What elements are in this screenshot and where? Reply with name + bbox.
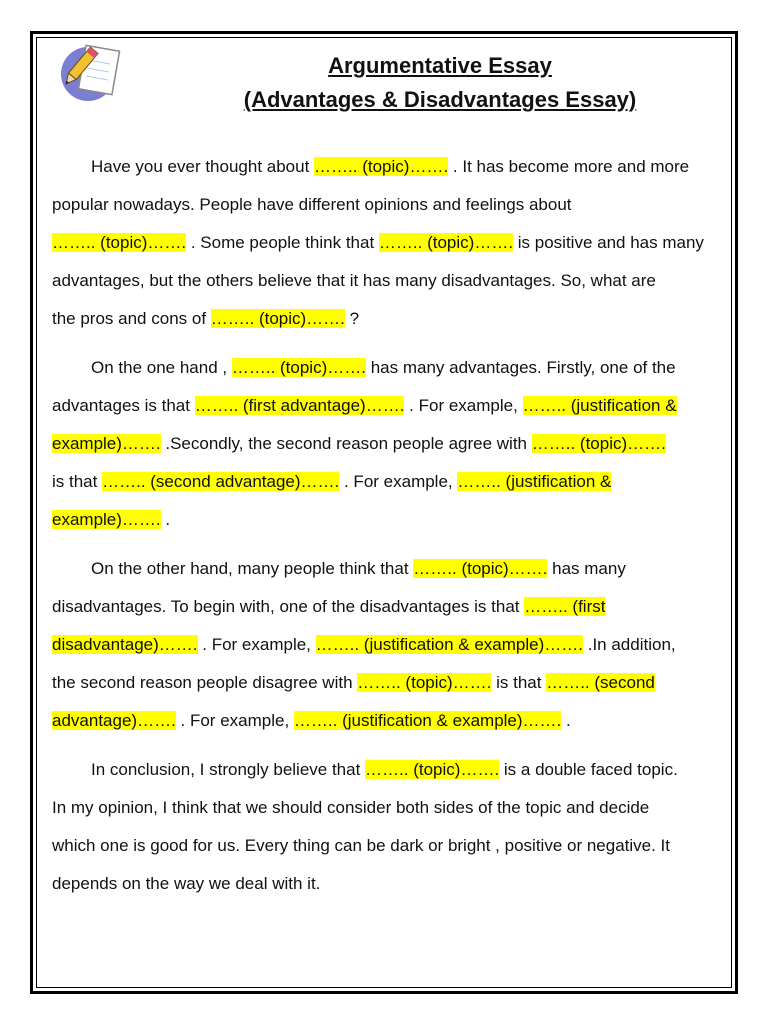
paragraph-1 [52,150,728,340]
text-line [52,389,728,427]
text-segment: has many advantages. Firstly, one of the [365,358,676,377]
placeholder-highlight: example)……. [52,510,161,529]
placeholder-highlight: …….. (topic)……. [314,157,449,176]
placeholder-highlight: …….. (first [524,597,606,616]
text-segment: On the other hand, many people think that [91,559,414,578]
text-segment: depends on the way we deal with it. [52,874,321,893]
text-segment: In my opinion, I think that we should consider both sides of the topic and decide [52,798,650,817]
text-line [52,351,728,389]
text-segment: advantages is that [52,396,195,415]
text-segment: . [160,510,171,529]
text-line [52,150,728,188]
text-segment: . [561,711,571,730]
essay-subtitle: (Advantages & Disadvantages Essay) [243,87,637,112]
pencil-and-paper-icon [56,40,122,104]
text-line [52,590,728,628]
placeholder-highlight: …….. (justification & example)……. [293,711,562,730]
placeholder-highlight: …….. (topic)……. [531,434,666,453]
text-line [52,188,728,226]
placeholder-highlight: …….. (justification & [457,472,612,491]
text-line [52,829,728,867]
text-segment: . For example, [404,396,523,415]
text-line [52,503,728,541]
essay-body [52,150,728,905]
paragraph-gap [52,541,728,552]
text-segment: has many [547,559,626,578]
placeholder-highlight: …….. (topic)……. [357,673,492,692]
placeholder-highlight: example)……. [52,434,161,453]
placeholder-highlight: …….. (second advantage)……. [102,472,340,491]
text-line [52,628,728,666]
text-segment: Have you ever thought about [91,157,315,176]
paragraph-gap [52,742,728,753]
text-segment: which one is good for us. Every thing can be dark or bright , positive or negative. It [52,836,671,855]
text-line [52,302,728,340]
text-line [52,704,728,742]
text-segment: In conclusion, I strongly believe that [91,760,366,779]
placeholder-highlight: …….. (justification & example)……. [315,635,583,654]
text-segment: the second reason people disagree with [52,673,358,692]
placeholder-highlight: disadvantage)……. [52,635,198,654]
placeholder-highlight: …….. (first advantage)……. [194,396,405,415]
placeholder-highlight: …….. (topic)……. [231,358,366,377]
text-line [52,791,728,829]
placeholder-highlight: …….. (topic)……. [52,233,187,252]
text-segment: is that [52,472,103,491]
text-segment: is a double faced topic. [499,760,678,779]
essay-title: Argumentative Essay [328,53,552,78]
text-line [52,867,728,905]
text-segment: . Some people think that [186,233,379,252]
text-segment: ? [344,309,360,328]
paragraph-3 [52,552,728,742]
text-segment: is that [491,673,547,692]
text-segment: . For example, [197,635,316,654]
placeholder-highlight: …….. (topic)……. [378,233,514,252]
text-segment: popular nowadays. People have different opinions and feelings about [52,195,572,214]
placeholder-highlight: …….. (topic)……. [413,559,548,578]
text-line [52,427,728,465]
text-line [52,666,728,704]
placeholder-highlight: …….. (second [546,673,655,692]
text-line [52,465,728,503]
text-segment: advantages, but the others believe that it has many disadvantages. So, what are [52,271,656,290]
placeholder-highlight: …….. (topic)……. [365,760,500,779]
text-segment: . It has become more and more [448,157,690,176]
text-segment: On the one hand , [91,358,232,377]
text-segment: is positive and has many [513,233,704,252]
text-segment: . For example, [175,711,294,730]
placeholder-highlight: …….. (justification & [522,396,677,415]
text-segment: .In addition, [583,635,676,654]
text-segment: disadvantages. To begin with, one of the disadvantages is that [52,597,525,616]
placeholder-highlight: advantage)……. [52,711,176,730]
text-segment: .Secondly, the second reason people agree with [160,434,532,453]
text-segment: . For example, [339,472,458,491]
text-line [52,264,728,302]
paragraph-gap [52,340,728,351]
placeholder-highlight: …….. (topic)……. [210,309,345,328]
text-line [52,552,728,590]
text-segment: the pros and cons of [52,309,211,328]
text-line [52,226,728,264]
paragraph-4 [52,753,728,905]
text-line [52,753,728,791]
paragraph-2 [52,351,728,541]
